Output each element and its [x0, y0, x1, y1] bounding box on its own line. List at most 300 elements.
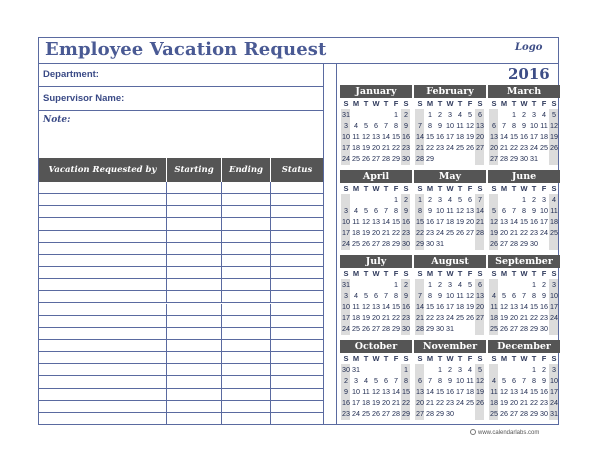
status-cell[interactable] [270, 231, 323, 242]
vacation-requested-by-cell[interactable] [39, 352, 166, 363]
status-cell[interactable] [270, 352, 323, 363]
weekday-label: T [383, 99, 389, 108]
starting-cell[interactable] [166, 401, 221, 412]
vacation-requested-by-cell[interactable] [39, 304, 166, 315]
calendar-day: 15 [402, 387, 410, 396]
calendar-day: 16 [402, 132, 410, 141]
cell-separator [166, 304, 167, 315]
weekday-header [340, 354, 412, 363]
weekday-label: W [446, 354, 454, 363]
calendar-day: 4 [492, 376, 496, 385]
calendar-day: 14 [520, 302, 528, 311]
ending-cell[interactable] [221, 364, 270, 375]
calendar-day: 27 [382, 409, 390, 418]
calendar-day: 10 [550, 376, 558, 385]
calendar-day: 14 [392, 387, 400, 396]
ending-cell[interactable] [221, 389, 270, 400]
calendar-day: 15 [392, 302, 400, 311]
ending-cell[interactable] [221, 340, 270, 351]
calendar-day: 2 [404, 280, 408, 289]
calendar-day: 19 [362, 143, 370, 152]
calendar-day: 6 [374, 121, 378, 130]
status-cell[interactable] [270, 328, 323, 339]
cell-separator [270, 364, 271, 375]
starting-cell[interactable] [166, 255, 221, 266]
ending-cell[interactable] [221, 231, 270, 242]
vacation-requested-by-cell[interactable] [39, 182, 166, 193]
calendar-day: 24 [436, 228, 444, 237]
calendar-day: 3 [354, 376, 358, 385]
vacation-requested-by-cell[interactable] [39, 340, 166, 351]
month-name: October [340, 340, 412, 353]
calendar-day: 12 [466, 121, 474, 130]
status-cell[interactable] [270, 206, 323, 217]
calendar-day: 9 [542, 376, 546, 385]
calendar-day: 4 [448, 195, 452, 204]
calendar-day: 2 [448, 365, 452, 374]
ending-cell[interactable] [221, 182, 270, 193]
cell-separator [221, 413, 222, 425]
calendar-day: 1 [404, 365, 408, 374]
weekday-label: F [393, 354, 399, 363]
cell-separator [221, 194, 222, 205]
calendar-day: 11 [362, 387, 370, 396]
calendar-day: 27 [372, 324, 380, 333]
calendar-day: 14 [510, 217, 518, 226]
month-november [414, 340, 486, 420]
calendar-day: 31 [352, 365, 360, 374]
ending-cell[interactable] [221, 316, 270, 327]
vacation-requested-by-cell[interactable] [39, 243, 166, 254]
calendar-day: 8 [394, 206, 398, 215]
cell-separator [221, 389, 222, 400]
cell-separator [166, 413, 167, 425]
calendar-day: 14 [426, 387, 434, 396]
calendar-day: 24 [550, 398, 558, 407]
calendar-day: 30 [402, 154, 410, 163]
calendar-day: 5 [374, 376, 378, 385]
starting-cell[interactable] [166, 267, 221, 278]
calendar-day: 25 [490, 324, 498, 333]
calendar-day: 25 [540, 143, 548, 152]
weekday-label: F [541, 99, 547, 108]
calendar-day: 8 [522, 206, 526, 215]
calendar-day: 31 [436, 239, 444, 248]
calendar-day: 18 [352, 143, 360, 152]
status-cell[interactable] [270, 340, 323, 351]
calendar-day: 22 [392, 228, 400, 237]
ending-cell[interactable] [221, 194, 270, 205]
calendar-day: 16 [446, 387, 454, 396]
calendar-day: 7 [384, 206, 388, 215]
calendar-day: 17 [352, 398, 360, 407]
vacation-requested-by-cell[interactable] [39, 267, 166, 278]
vacation-requested-by-cell[interactable] [39, 218, 166, 229]
calendar-day: 3 [552, 365, 556, 374]
calendar-day: 19 [490, 228, 498, 237]
vacation-requested-by-cell[interactable] [39, 328, 166, 339]
calendar-day: 13 [476, 291, 484, 300]
vacation-requested-by-cell[interactable] [39, 255, 166, 266]
starting-cell[interactable] [166, 340, 221, 351]
weekday-label: M [352, 269, 360, 278]
calendar-day: 4 [468, 365, 472, 374]
ending-cell[interactable] [221, 267, 270, 278]
cell-separator [221, 376, 222, 387]
weekday-label: S [491, 269, 497, 278]
vacation-requested-by-cell[interactable] [39, 279, 166, 290]
calendar-day: 19 [476, 387, 484, 396]
ending-cell[interactable] [221, 304, 270, 315]
status-cell[interactable] [270, 194, 323, 205]
weekday-label: W [372, 184, 380, 193]
calendar-day: 25 [490, 409, 498, 418]
ending-cell[interactable] [221, 401, 270, 412]
weekday-label: W [520, 269, 528, 278]
calendar-day: 8 [532, 376, 536, 385]
weekday-label: F [467, 269, 473, 278]
calendar-day: 21 [500, 143, 508, 152]
calendar-day: 8 [532, 291, 536, 300]
table-row [39, 255, 323, 267]
starting-cell[interactable] [166, 218, 221, 229]
calendar-day: 31 [550, 409, 558, 418]
calendar-day: 24 [446, 313, 454, 322]
status-cell[interactable] [270, 182, 323, 193]
vacation-requested-by-cell[interactable] [39, 401, 166, 412]
calendar-day: 22 [426, 143, 434, 152]
status-cell[interactable] [270, 267, 323, 278]
calendar-day: 12 [466, 291, 474, 300]
weekday-label: M [500, 99, 508, 108]
calendar-day: 11 [490, 302, 498, 311]
ending-cell[interactable] [221, 255, 270, 266]
weekday-label: S [403, 354, 409, 363]
calendar-day: 25 [550, 228, 558, 237]
month-name: April [340, 170, 412, 183]
calendar-day: 1 [418, 195, 422, 204]
vacation-requested-by-cell[interactable] [39, 364, 166, 375]
calendar-day: 31 [342, 280, 350, 289]
table-row [39, 206, 323, 218]
calendar-day: 6 [478, 280, 482, 289]
calendar-day: 21 [476, 217, 484, 226]
cell-separator [270, 279, 271, 290]
month-name: August [414, 255, 486, 268]
status-cell[interactable] [270, 389, 323, 400]
starting-cell[interactable] [166, 182, 221, 193]
weekday-label: S [417, 99, 423, 108]
calendar-day: 5 [502, 291, 506, 300]
status-cell[interactable] [270, 304, 323, 315]
ending-cell[interactable] [221, 279, 270, 290]
cell-separator [270, 243, 271, 254]
table-row [39, 218, 323, 230]
calendar-day: 25 [352, 154, 360, 163]
cell-separator [270, 194, 271, 205]
calendar-day: 24 [530, 143, 538, 152]
starting-cell[interactable] [166, 352, 221, 363]
table-row [39, 401, 323, 413]
calendar-day: 1 [512, 110, 516, 119]
vacation-requested-by-cell[interactable] [39, 206, 166, 217]
status-cell[interactable] [270, 291, 323, 302]
calendar-day: 28 [520, 324, 528, 333]
weekday-label: T [363, 269, 369, 278]
calendar-day: 3 [448, 280, 452, 289]
calendar-day: 30 [426, 239, 434, 248]
department-label: Department: [43, 69, 99, 80]
weekday-label: S [343, 354, 349, 363]
weekday-label: W [446, 99, 454, 108]
calendar-day: 1 [522, 195, 526, 204]
starting-cell[interactable] [166, 376, 221, 387]
cell-separator [166, 364, 167, 375]
weekday-label: M [352, 354, 360, 363]
cell-separator [166, 352, 167, 363]
calendar-day: 11 [540, 121, 548, 130]
calendar-day: 2 [522, 110, 526, 119]
calendar-day: 14 [382, 302, 390, 311]
calendar-day: 10 [342, 302, 350, 311]
column-divider-left [323, 63, 324, 425]
calendar-day: 13 [372, 217, 380, 226]
ending-cell[interactable] [221, 218, 270, 229]
month-february [414, 85, 486, 165]
footer-link[interactable]: www.calendarlabs.com [478, 430, 540, 436]
starting-cell[interactable] [166, 279, 221, 290]
month-april [340, 170, 412, 250]
col-starting: Starting [174, 165, 214, 175]
calendar-day: 4 [458, 110, 462, 119]
table-row [39, 316, 323, 328]
calendar-day: 8 [394, 291, 398, 300]
table-row [39, 340, 323, 352]
calendar-day: 12 [476, 376, 484, 385]
calendar-day: 13 [510, 302, 518, 311]
calendar-day: 7 [418, 291, 422, 300]
starting-cell[interactable] [166, 413, 221, 425]
starting-cell[interactable] [166, 194, 221, 205]
calendar-day: 23 [540, 398, 548, 407]
calendar-day: 23 [530, 228, 538, 237]
calendar-day: 29 [402, 409, 410, 418]
vacation-requested-by-cell[interactable] [39, 389, 166, 400]
calendar-day: 7 [428, 376, 432, 385]
calendar-day: 26 [362, 154, 370, 163]
weekday-header [488, 184, 560, 193]
calendar-day: 30 [402, 324, 410, 333]
calendar-day: 4 [552, 195, 556, 204]
calendar-day: 29 [530, 409, 538, 418]
starting-cell[interactable] [166, 389, 221, 400]
weekday-label: M [426, 354, 434, 363]
calendar-day: 28 [382, 154, 390, 163]
calendar-day: 30 [520, 154, 528, 163]
calendar-day: 19 [456, 217, 464, 226]
starting-cell[interactable] [166, 291, 221, 302]
ending-cell[interactable] [221, 413, 270, 425]
note-label: Note: [43, 115, 71, 125]
calendar-day: 14 [416, 132, 424, 141]
calendar-day: 27 [372, 154, 380, 163]
calendar-day: 27 [416, 409, 424, 418]
cell-separator [166, 389, 167, 400]
calendar-day: 20 [510, 398, 518, 407]
cell-separator [221, 182, 222, 193]
calendar-day: 8 [512, 121, 516, 130]
calendar-day: 21 [510, 228, 518, 237]
cell-separator [166, 182, 167, 193]
calendar-day: 7 [384, 121, 388, 130]
ending-cell[interactable] [221, 243, 270, 254]
vacation-requested-by-cell[interactable] [39, 231, 166, 242]
weekday-label: S [477, 269, 483, 278]
weekday-label: T [531, 184, 537, 193]
calendar-day: 9 [532, 206, 536, 215]
weekday-label: M [426, 184, 434, 193]
vacation-requested-by-cell[interactable] [39, 291, 166, 302]
calendar-day: 10 [342, 132, 350, 141]
supervisor-line [39, 110, 323, 111]
calendar-day: 8 [438, 376, 442, 385]
calendar-day: 18 [362, 398, 370, 407]
calendar-day: 14 [382, 217, 390, 226]
calendar-day: 22 [402, 398, 410, 407]
footer-credit[interactable] [470, 429, 539, 436]
calendar-day: 12 [500, 302, 508, 311]
vacation-requested-by-cell[interactable] [39, 316, 166, 327]
calendar-day: 23 [446, 398, 454, 407]
calendar-day: 11 [352, 302, 360, 311]
column-divider-right [336, 63, 337, 425]
calendar-day: 21 [426, 398, 434, 407]
status-cell[interactable] [270, 376, 323, 387]
calendar-day: 8 [428, 291, 432, 300]
calendar-day: 9 [428, 206, 432, 215]
cell-separator [166, 206, 167, 217]
calendar-day: 13 [372, 132, 380, 141]
calendar-day: 16 [436, 132, 444, 141]
starting-cell[interactable] [166, 364, 221, 375]
weekday-header [414, 184, 486, 193]
calendar-day: 7 [394, 376, 398, 385]
starting-cell[interactable] [166, 304, 221, 315]
calendar-day: 31 [530, 154, 538, 163]
calendar-day: 15 [510, 132, 518, 141]
starting-cell[interactable] [166, 206, 221, 217]
calendar-day: 17 [342, 313, 350, 322]
status-cell[interactable] [270, 279, 323, 290]
cell-separator [166, 291, 167, 302]
ending-cell[interactable] [221, 291, 270, 302]
status-cell[interactable] [270, 218, 323, 229]
calendar-day: 2 [542, 280, 546, 289]
calendar-day: 10 [530, 121, 538, 130]
calendar-day: 26 [476, 398, 484, 407]
vacation-requested-by-cell[interactable] [39, 413, 166, 425]
table-row [39, 304, 323, 316]
weekday-label: S [403, 269, 409, 278]
ending-cell[interactable] [221, 352, 270, 363]
calendar-day: 17 [550, 387, 558, 396]
calendar-day: 24 [456, 398, 464, 407]
status-cell[interactable] [270, 413, 323, 425]
calendar-day: 27 [490, 154, 498, 163]
calendar-day: 25 [352, 324, 360, 333]
calendar-day: 6 [478, 110, 482, 119]
calendar-day: 3 [552, 280, 556, 289]
cell-separator [221, 401, 222, 412]
calendar-day: 6 [492, 121, 496, 130]
status-cell[interactable] [270, 243, 323, 254]
calendar-day: 12 [500, 387, 508, 396]
calendar-day: 22 [436, 398, 444, 407]
calendar-day: 18 [352, 313, 360, 322]
starting-cell[interactable] [166, 243, 221, 254]
calendar-day: 20 [500, 228, 508, 237]
status-cell[interactable] [270, 401, 323, 412]
cell-separator [221, 291, 222, 302]
weekday-label: T [531, 269, 537, 278]
calendar-day: 24 [342, 324, 350, 333]
calendar-day: 3 [542, 195, 546, 204]
calendar-day: 28 [500, 154, 508, 163]
calendar-day: 20 [372, 143, 380, 152]
vacation-requested-by-cell[interactable] [39, 194, 166, 205]
cell-separator [270, 182, 271, 193]
table-row [39, 231, 323, 243]
calendar-day: 23 [402, 228, 410, 237]
status-cell[interactable] [270, 316, 323, 327]
cell-separator [270, 340, 271, 351]
calendar-day: 9 [404, 121, 408, 130]
calendar-day: 14 [476, 206, 484, 215]
weekday-label: S [477, 184, 483, 193]
calendar-day: 18 [540, 132, 548, 141]
calendar-day: 26 [500, 409, 508, 418]
starting-cell[interactable] [166, 231, 221, 242]
calendar-day: 30 [540, 324, 548, 333]
starting-cell[interactable] [166, 316, 221, 327]
calendar-day: 31 [342, 110, 350, 119]
calendar-day: 15 [530, 387, 538, 396]
vacation-requested-by-cell[interactable] [39, 376, 166, 387]
starting-cell[interactable] [166, 328, 221, 339]
calendar-day: 30 [342, 365, 350, 374]
calendar-day: 15 [436, 387, 444, 396]
weekday-header [488, 99, 560, 108]
ending-cell[interactable] [221, 328, 270, 339]
calendar-day: 11 [550, 206, 558, 215]
calendar-day: 7 [522, 291, 526, 300]
calendar-day: 16 [436, 302, 444, 311]
calendar-day: 28 [382, 239, 390, 248]
calendar-day: 5 [458, 195, 462, 204]
calendar-day: 30 [402, 239, 410, 248]
status-cell[interactable] [270, 364, 323, 375]
calendar-day: 10 [540, 206, 548, 215]
calendar-day: 2 [438, 110, 442, 119]
weekday-label: T [511, 354, 517, 363]
ending-cell[interactable] [221, 206, 270, 217]
ending-cell[interactable] [221, 376, 270, 387]
month-august [414, 255, 486, 335]
weekday-label: W [372, 269, 380, 278]
status-cell[interactable] [270, 255, 323, 266]
calendar-day: 6 [384, 376, 388, 385]
cell-separator [270, 231, 271, 242]
